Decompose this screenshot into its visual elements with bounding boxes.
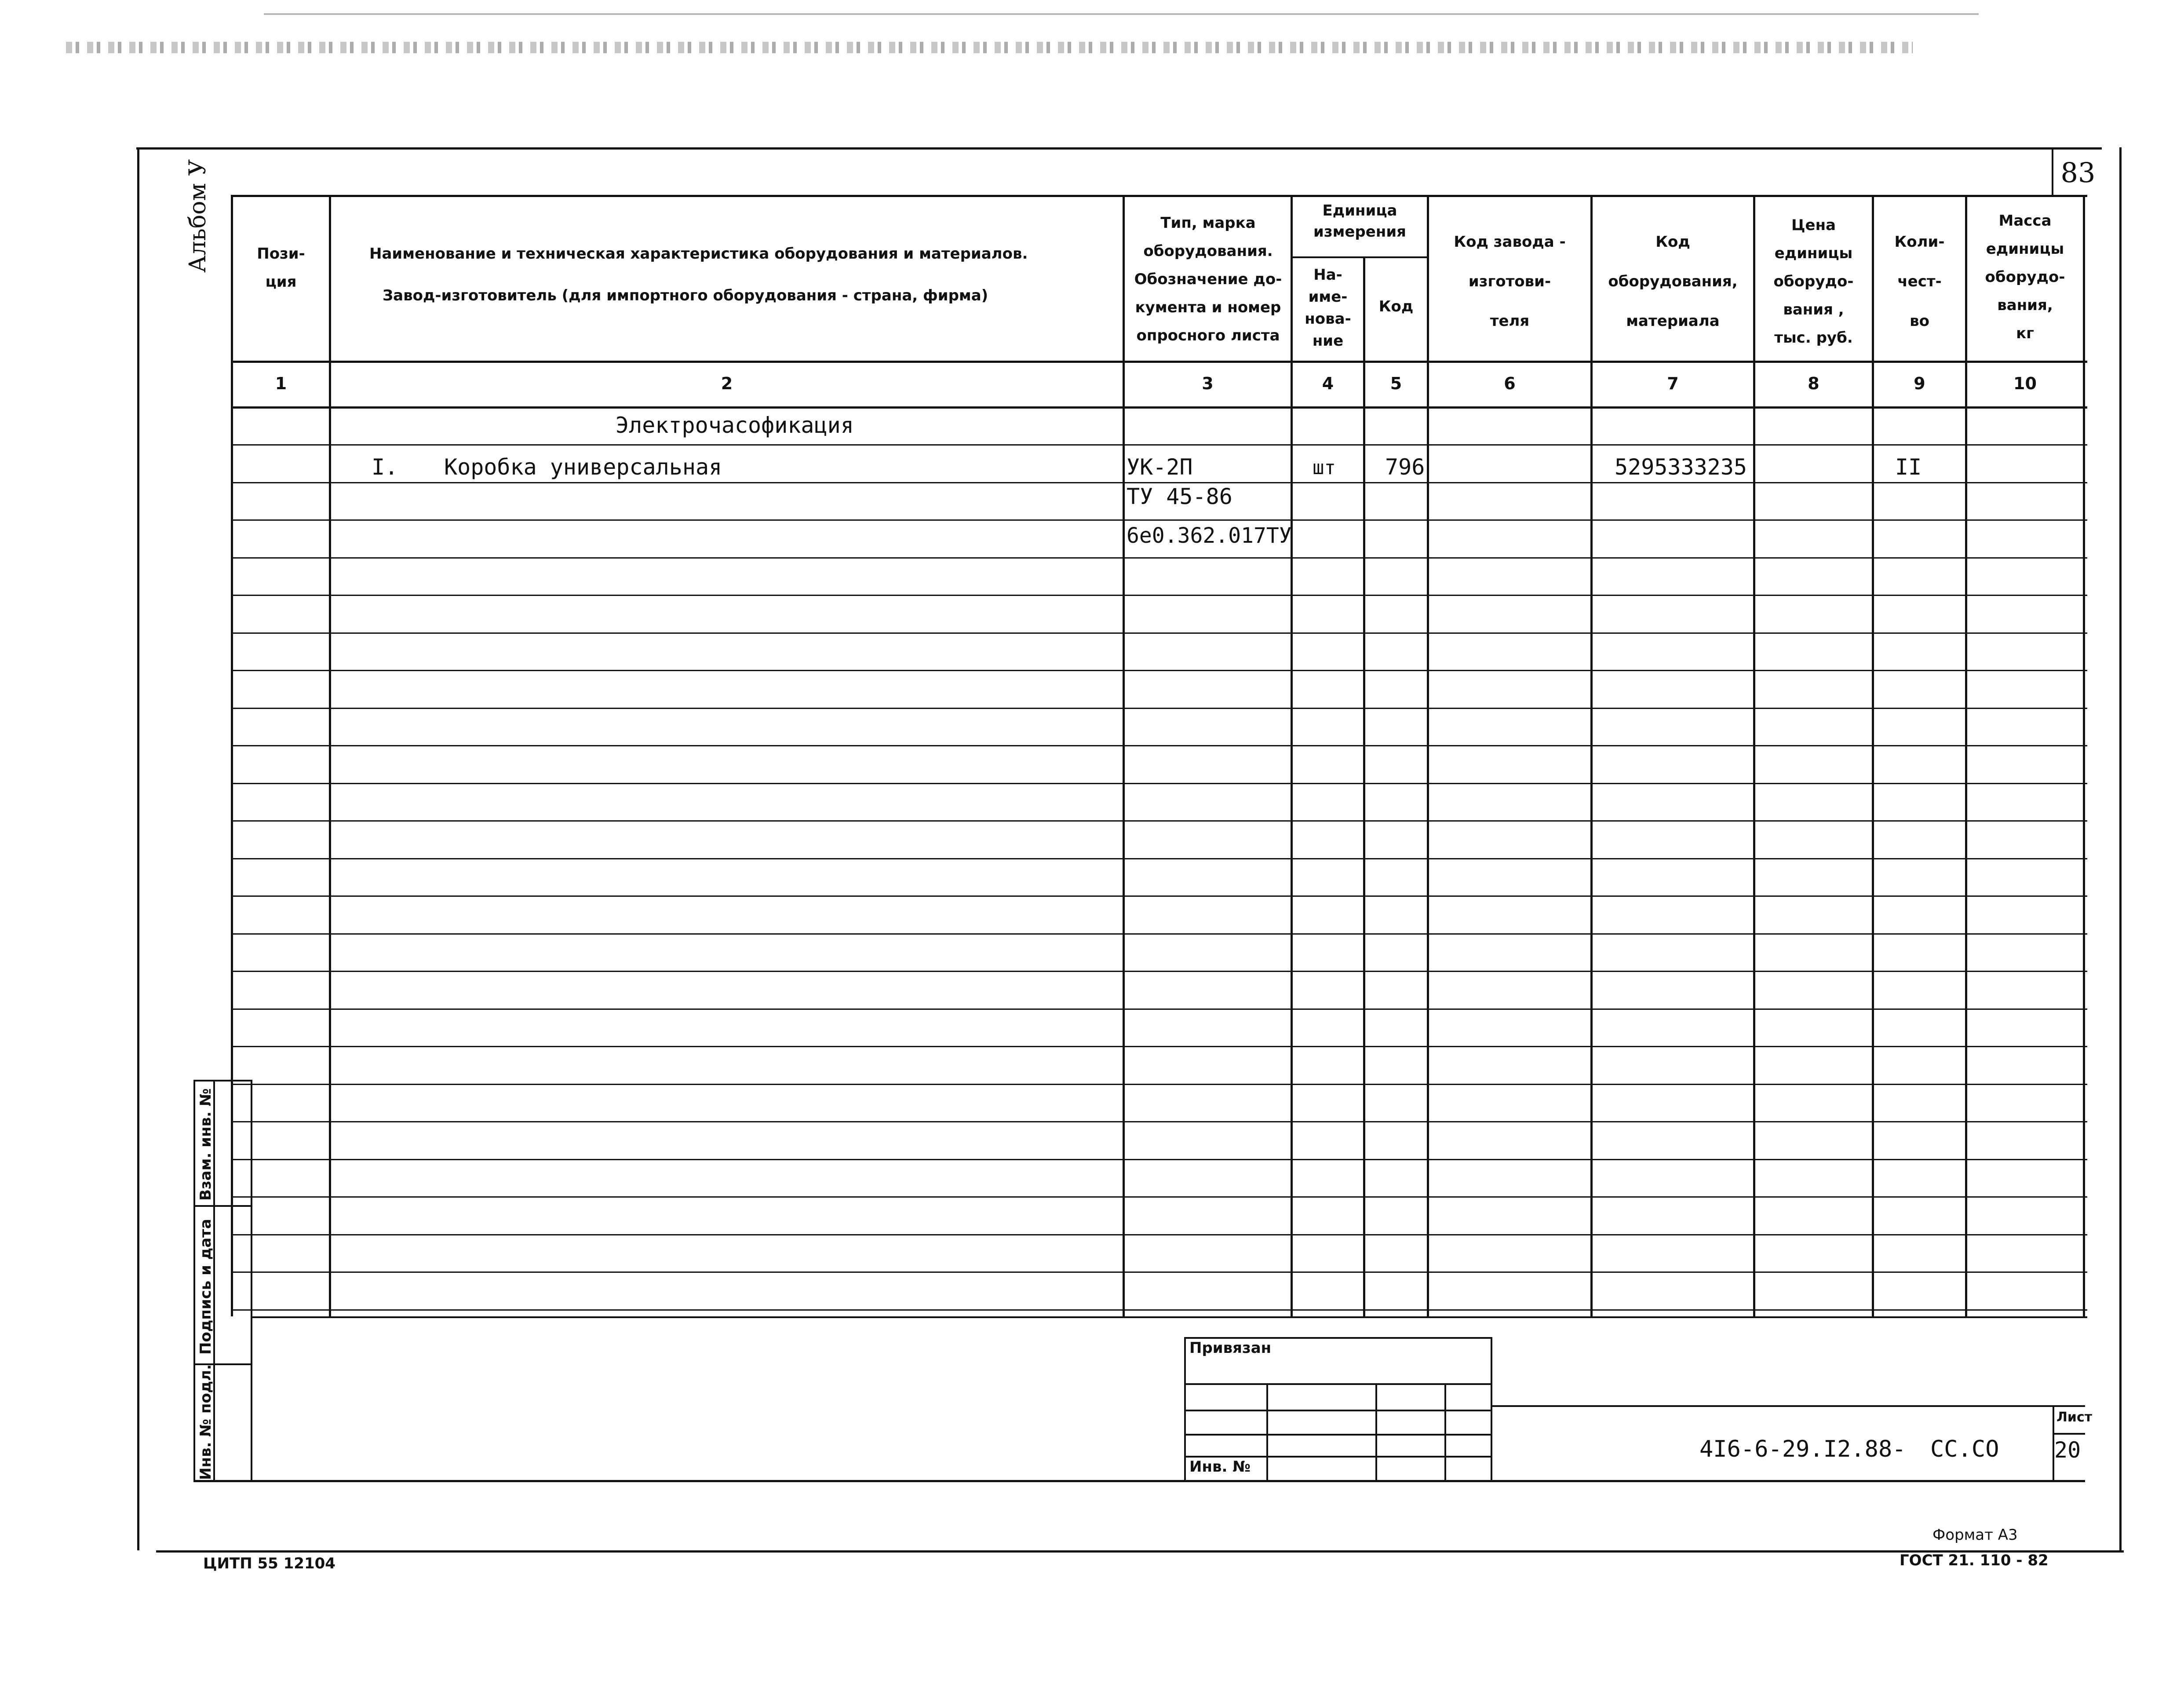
doc-suffix: СС.СО — [1930, 1436, 1999, 1462]
doc-code: 4I6-6-29.I2.88- — [1699, 1436, 1906, 1462]
sheet-corner-number: 83 — [2060, 157, 2096, 189]
header-unit-group — [1293, 200, 1427, 242]
header-col10 — [1967, 207, 2083, 347]
header-col10-line: единицы — [1986, 240, 2064, 258]
privyazan-top — [1184, 1337, 1492, 1339]
row-line — [231, 1309, 2087, 1311]
scan-artifact-line — [264, 13, 1979, 15]
header-col3 — [1126, 209, 1291, 350]
table-bottom-left-line — [252, 1316, 2087, 1318]
header-col2-line: Завод-изготовитель (для импортного оборудования - страна, фирма) — [383, 287, 988, 304]
footer-gost: ГОСТ 21. 110 - 82 — [1900, 1552, 2049, 1569]
header-col6-line: изготови- — [1468, 273, 1551, 290]
row-line — [231, 708, 2087, 709]
album-label: Альбом У — [185, 159, 211, 273]
item-type-line-2: ТУ 45-86 — [1127, 484, 1232, 509]
header-col7-line: Код — [1655, 233, 1690, 251]
header-col1 — [233, 240, 329, 296]
col-line-10 — [2083, 195, 2085, 1316]
header-col8-line: единицы — [1774, 245, 1853, 262]
row-line — [231, 1196, 2087, 1198]
colnum-2: 2 — [721, 374, 733, 393]
row-line — [231, 595, 2087, 596]
header-col10-line: вания, — [1997, 296, 2053, 314]
privyazan-left — [1184, 1337, 1186, 1481]
unit-group-divider — [1291, 256, 1427, 258]
header-col9-line: во — [1910, 312, 1929, 330]
footer-left: ЦИТП 55 12104 — [203, 1555, 335, 1572]
item-type-line-3: 6е0.362.017ТУ — [1127, 523, 1292, 548]
item-unit-name: шт — [1313, 457, 1336, 479]
list-box-top — [2053, 1405, 2085, 1407]
header-col3-line: оборудования. — [1143, 242, 1273, 260]
header-col8 — [1755, 211, 1872, 352]
list-box-mid — [2053, 1433, 2085, 1435]
item-type-line-1: УК-2П — [1127, 454, 1193, 480]
side-stamp-vzam-inv: Взам. инв. № — [197, 1088, 215, 1201]
header-col4-line: име- — [1308, 288, 1348, 306]
bottom-stamp-line — [193, 1480, 2085, 1482]
header-col5-line: Код — [1378, 298, 1414, 315]
privyazan-label: Привязан — [1189, 1339, 1272, 1357]
colnum-5: 5 — [1390, 374, 1402, 393]
item-quantity: II — [1895, 454, 1922, 480]
header-col9 — [1874, 222, 1965, 341]
row-line — [231, 1008, 2087, 1010]
row-line — [231, 1084, 2087, 1085]
row-line — [231, 519, 2087, 521]
colnum-6: 6 — [1504, 374, 1516, 393]
header-col7 — [1593, 222, 1753, 341]
header-col4-line: На- — [1313, 266, 1342, 284]
header-col2 — [369, 233, 1117, 317]
row-line — [231, 1046, 2087, 1047]
header-col10-line: оборудо- — [1985, 268, 2065, 286]
section-title: Электрочасофикация — [616, 413, 854, 438]
colnum-3: 3 — [1202, 374, 1214, 393]
side-stamp-inv-podl: Инв. № подл. — [197, 1364, 215, 1480]
header-col5 — [1365, 292, 1427, 321]
row-line — [231, 1159, 2087, 1160]
header-col3-line: Тип, марка — [1160, 214, 1256, 232]
row-line — [231, 971, 2087, 972]
row-line — [231, 820, 2087, 822]
frame-top — [136, 147, 2102, 150]
colnum-4: 4 — [1322, 374, 1334, 393]
colnum-8: 8 — [1808, 374, 1819, 393]
item-name: Коробка универсальная — [444, 454, 722, 480]
row-line — [231, 670, 2087, 671]
header-col10-line: кг — [2016, 325, 2034, 342]
header-col9-line: чест- — [1897, 273, 1942, 290]
header-col8-line: оборудо- — [1773, 273, 1854, 290]
item-material-code: 5295333235 — [1615, 454, 1747, 480]
header-col6-line: теля — [1490, 312, 1530, 330]
header-col7-line: оборудования, — [1608, 273, 1738, 290]
header-col7-line: материала — [1626, 312, 1720, 330]
privyazan-col-1 — [1266, 1383, 1268, 1481]
privyazan-right — [1491, 1337, 1492, 1481]
row-line — [231, 1121, 2087, 1122]
header-col4 — [1293, 264, 1363, 352]
header-col4-line: ние — [1312, 332, 1344, 350]
table-top-border — [231, 195, 2087, 197]
row-line — [231, 632, 2087, 634]
header-col4-line: нова- — [1305, 310, 1351, 328]
frame-bottom — [156, 1550, 2124, 1553]
item-unit-code: 796 — [1385, 454, 1425, 480]
colnum-bottom-border — [231, 406, 2087, 409]
footer-format: Формат А3 — [1932, 1526, 2018, 1544]
row-line — [231, 444, 2087, 446]
list-number: 20 — [2054, 1437, 2081, 1463]
header-col1-line: Пози- — [257, 245, 305, 263]
colnum-7: 7 — [1667, 374, 1679, 393]
header-col10-line: Масса — [1998, 212, 2052, 230]
row-line — [231, 1272, 2087, 1273]
colnum-1: 1 — [275, 374, 287, 393]
doc-code-top — [1492, 1405, 2053, 1407]
header-unit-group-line: измерения — [1313, 223, 1406, 241]
row-line — [231, 482, 2087, 483]
row-line — [231, 783, 2087, 784]
frame-left — [137, 147, 139, 1550]
header-col8-line: тыс. руб. — [1774, 329, 1853, 347]
item-position: I. — [372, 454, 398, 480]
row-line — [231, 858, 2087, 859]
list-label: Лист — [2056, 1410, 2093, 1425]
col-line-4 — [1363, 256, 1365, 1316]
header-col6-line: Код завода - — [1454, 233, 1566, 251]
inv-no-label: Инв. № — [1189, 1458, 1251, 1476]
privyazan-col-3 — [1444, 1383, 1446, 1481]
side-stamp-podpis-data: Подпись и дата — [197, 1219, 215, 1355]
header-col2-line: Наименование и техническая характеристика оборудования и материалов. — [369, 245, 1028, 263]
privyazan-col-2 — [1375, 1383, 1377, 1481]
row-line — [231, 933, 2087, 935]
header-col9-line: Коли- — [1894, 233, 1945, 251]
row-line — [231, 895, 2087, 897]
colnum-9: 9 — [1914, 374, 1925, 393]
scan-artifact-band — [66, 42, 1913, 53]
frame-right — [2119, 147, 2122, 1553]
header-col3-line: опросного листа — [1136, 327, 1280, 344]
colnum-10: 10 — [2013, 374, 2037, 393]
header-col1-line: ция — [265, 273, 297, 291]
row-line — [231, 745, 2087, 746]
header-col8-line: Цена — [1791, 216, 1836, 234]
row-line — [231, 1234, 2087, 1235]
header-unit-group-line: Единица — [1322, 202, 1397, 219]
side-stamp-edge — [251, 1080, 252, 1482]
row-line — [231, 557, 2087, 559]
side-stamp-outer — [193, 1080, 195, 1482]
side-stamp-div-1 — [193, 1205, 252, 1207]
header-col6 — [1429, 222, 1590, 341]
header-col3-line: Обозначение до- — [1134, 270, 1282, 288]
side-stamp-top — [193, 1080, 252, 1082]
header-col8-line: вания , — [1783, 301, 1844, 318]
header-col3-line: кумента и номер — [1135, 299, 1281, 316]
